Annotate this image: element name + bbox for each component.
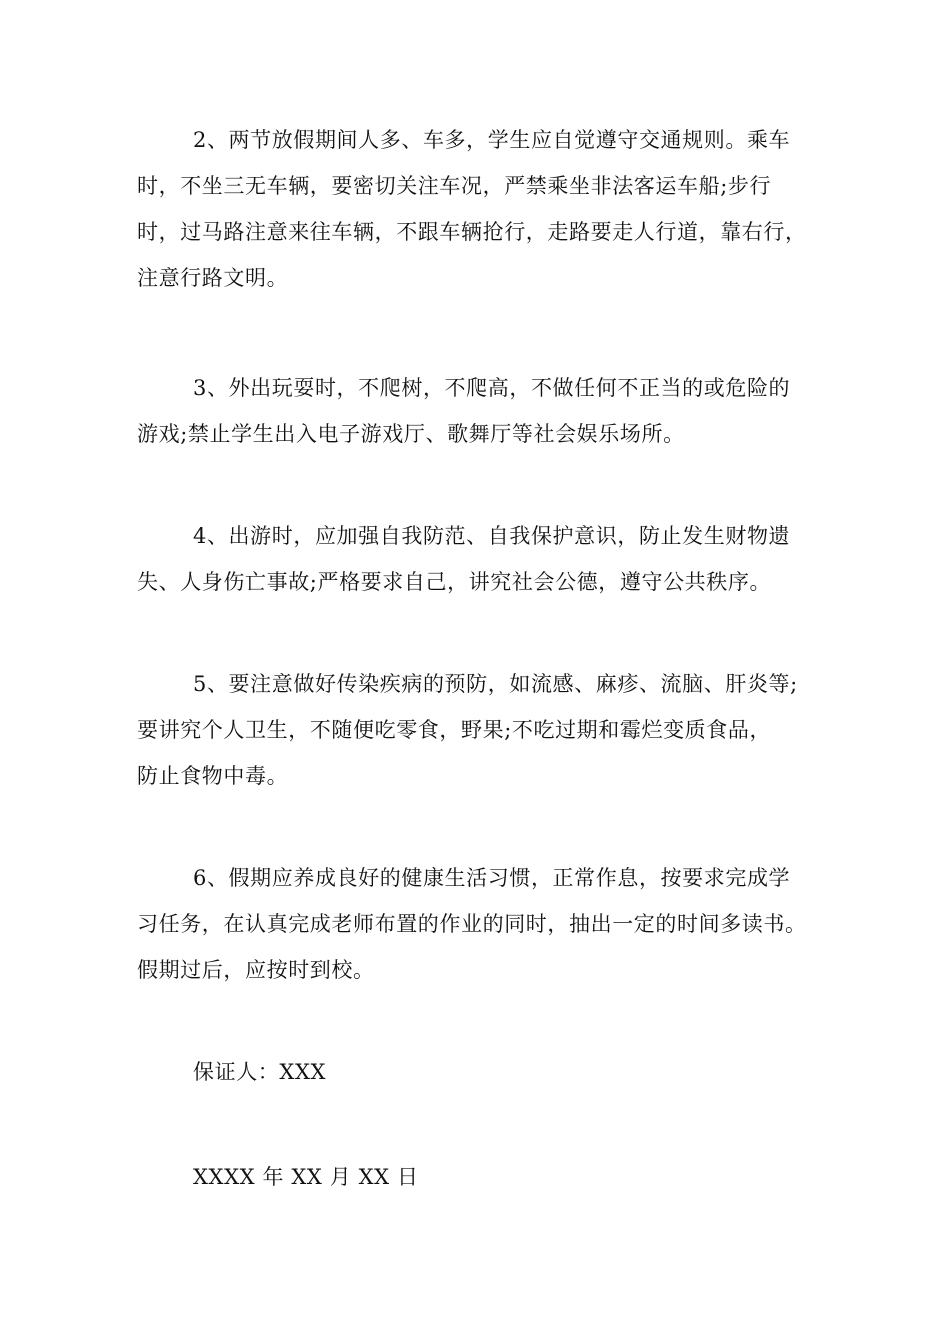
paragraph-5 (137, 661, 827, 799)
paragraph-line: 5、要注意做好传染疾病的预防，如流感、麻疹、流脑、肝炎等; (193, 672, 798, 696)
paragraph-line: 6、假期应养成良好的健康生活习惯，正常作息，按要求完成学 (193, 866, 791, 890)
guarantor-line (137, 1049, 827, 1095)
paragraph-line: 3、外出玩耍时，不爬树，不爬高，不做任何不正当的或危险的 (193, 376, 791, 400)
guarantor-text: 保证人：XXX (193, 1060, 327, 1084)
date-line (137, 1154, 827, 1200)
paragraph-4 (137, 513, 827, 605)
paragraph-line: 注意行路文明。 (137, 266, 289, 290)
paragraph-line: 时，不坐三无车辆，要密切关注车况，严禁乘坐非法客运车船;步行 (137, 174, 772, 198)
paragraph-6 (137, 855, 827, 993)
paragraph-line: 防止食物中毒。 (137, 764, 289, 788)
paragraph-line: 习任务，在认真完成老师布置的作业的同时，抽出一定的时间多读书。 (137, 912, 807, 936)
paragraph-line: 失、人身伤亡事故;严格要求自己，讲究社会公德，遵守公共秩序。 (137, 570, 772, 594)
paragraph-line: 假期过后，应按时到校。 (137, 958, 375, 982)
paragraph-line: 2、两节放假期间人多、车多，学生应自觉遵守交通规则。乘车 (193, 128, 791, 152)
paragraph-line: 要讲究个人卫生，不随便吃零食，野果;不吃过期和霉烂变质食品， (137, 718, 772, 742)
paragraph-line: 时，过马路注意来往车辆，不跟车辆抢行，走路要走人行道，靠右行， (137, 220, 807, 244)
date-text: XXXX 年 XX 月 XX 日 (193, 1165, 419, 1189)
paragraph-2 (137, 117, 827, 301)
paragraph-line: 游戏;禁止学生出入电子游戏厅、歌舞厅等社会娱乐场所。 (137, 422, 685, 446)
paragraph-3 (137, 365, 827, 457)
paragraph-line: 4、出游时，应加强自我防范、自我保护意识，防止发生财物遗 (193, 524, 791, 548)
